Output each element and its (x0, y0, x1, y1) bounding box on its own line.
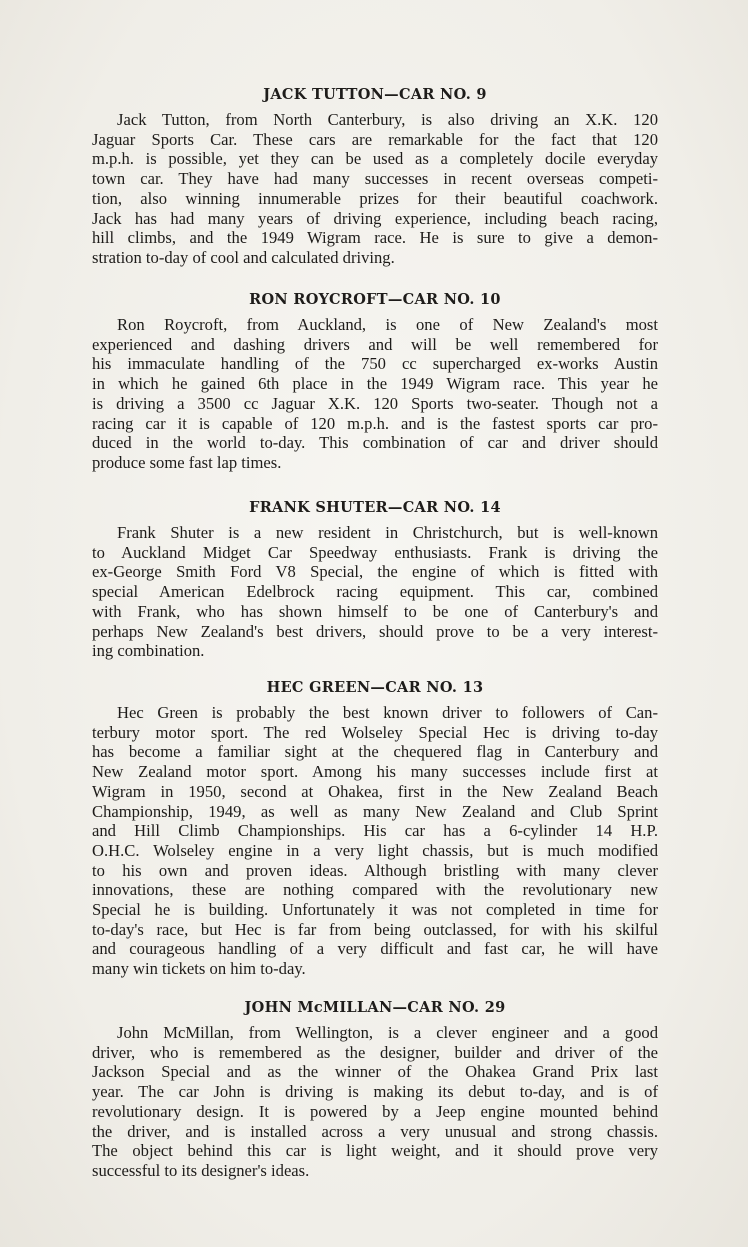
text-line: year. The car John is driving is making its debut to-day, and is of (92, 1082, 658, 1102)
driver-section-ron-roycroft (92, 289, 658, 473)
text-line: Jackson Special and as the winner of the Ohakea Grand Prix last (92, 1062, 658, 1082)
text-line: has become a familiar sight at the chequered flag in Canterbury and (92, 742, 658, 762)
text-line: John McMillan, from Wellington, is a clever engineer and a good (117, 1023, 658, 1042)
text-line: is driving a 3500 cc Jaguar X.K. 120 Sports two-seater. Though not a (92, 393, 658, 413)
driver-section-jack-tutton (92, 84, 658, 268)
text-line: Ron Roycroft, from Auckland, is one of New Zealand's most (117, 315, 658, 334)
text-line: town car. They have had many successes in recent overseas competi- (92, 169, 658, 189)
text-line: and Hill Climb Championships. His car has a 6-cylinder 14 H.P. (92, 821, 658, 841)
text-line: many win tickets on him to-day. (92, 959, 306, 979)
text-line: m.p.h. is possible, yet they can be used as a completely docile everyday (92, 149, 658, 169)
text-line: to his own and proven ideas. Although bristling with many clever (92, 860, 658, 880)
driver-section-john-mcmillan (92, 997, 658, 1181)
section-heading: FRANK SHUTER—CAR NO. 14 (249, 499, 501, 516)
text-line: O.H.C. Wolseley engine in a very light chassis, but is much modified (92, 840, 658, 860)
text-line: Championship, 1949, as well as many New Zealand and Club Sprint (92, 801, 658, 821)
text-line: Frank Shuter is a new resident in Christchurch, but is well-known (117, 523, 658, 542)
text-line: Jack Tutton, from North Canterbury, is also driving an X.K. 120 (117, 110, 658, 129)
text-line: in which he gained 6th place in the 1949 Wigram race. This year he (92, 374, 658, 394)
text-line: revolutionary design. It is powered by a Jeep engine mounted behind (92, 1101, 658, 1121)
section-paragraph (92, 523, 658, 661)
text-line: Hec Green is probably the best known driver to followers of Can- (117, 703, 658, 722)
text-line: with Frank, who has shown himself to be one of Canterbury's and (92, 601, 658, 621)
text-line: special American Edelbrock racing equipment. This car, combined (92, 582, 658, 602)
text-line: hill climbs, and the 1949 Wigram race. He is sure to give a demon- (92, 228, 658, 248)
section-paragraph (92, 1023, 658, 1181)
text-line: The object behind this car is light weight, and it should prove very (92, 1141, 658, 1161)
section-paragraph (92, 315, 658, 473)
text-line: and courageous handling of a very difficult and fast car, he will have (92, 939, 658, 959)
text-line: produce some fast lap times. (92, 452, 282, 472)
section-heading: JACK TUTTON—CAR NO. 9 (263, 86, 487, 103)
text-line: experienced and dashing drivers and will be well remembered for (92, 334, 658, 354)
text-line: the driver, and is installed across a very unusual and strong chassis. (92, 1121, 658, 1141)
driver-section-frank-shuter (92, 497, 658, 661)
text-line: perhaps New Zealand's best drivers, should prove to be a very interest- (92, 621, 658, 641)
text-line: to Auckland Midget Car Speedway enthusiasts. Frank is driving the (92, 542, 658, 562)
text-line: racing car it is capable of 120 m.p.h. and is the fastest sports car pro- (92, 413, 658, 433)
text-line: driver, who is remembered as the designer, builder and driver of the (92, 1042, 658, 1062)
section-heading: RON ROYCROFT—CAR NO. 10 (249, 291, 501, 308)
text-line: New Zealand motor sport. Among his many successes include first at (92, 762, 658, 782)
text-line: successful to its designer's ideas. (92, 1160, 310, 1180)
text-line: Wigram in 1950, second at Ohakea, first in the New Zealand Beach (92, 781, 658, 801)
text-line: tion, also winning innumerable prizes for their beautiful coachwork. (92, 188, 658, 208)
text-line: Special he is building. Unfortunately it was not completed in time for (92, 900, 658, 920)
section-heading: HEC GREEN—CAR NO. 13 (266, 679, 484, 696)
text-line: terbury motor sport. The red Wolseley Special Hec is driving to-day (92, 722, 658, 742)
text-line: his immaculate handling of the 750 cc supercharged ex-works Austin (92, 354, 658, 374)
text-line: innovations, these are nothing compared with the revolutionary new (92, 880, 658, 900)
text-line: to-day's race, but Hec is far from being outclassed, for with his skilful (92, 919, 658, 939)
text-line: ex-George Smith Ford V8 Special, the engine of which is fitted with (92, 562, 658, 582)
text-line: Jaguar Sports Car. These cars are remarkable for the fact that 120 (92, 129, 658, 149)
driver-section-hec-green (92, 677, 658, 979)
section-paragraph (92, 110, 658, 268)
section-heading: JOHN McMILLAN—CAR NO. 29 (244, 999, 506, 1016)
text-line: stration to-day of cool and calculated driving. (92, 247, 395, 267)
section-paragraph (92, 703, 658, 979)
text-line: duced in the world to-day. This combination of car and driver should (92, 433, 658, 453)
text-line: Jack has had many years of driving experience, including beach racing, (92, 208, 658, 228)
text-line: ing combination. (92, 641, 205, 661)
